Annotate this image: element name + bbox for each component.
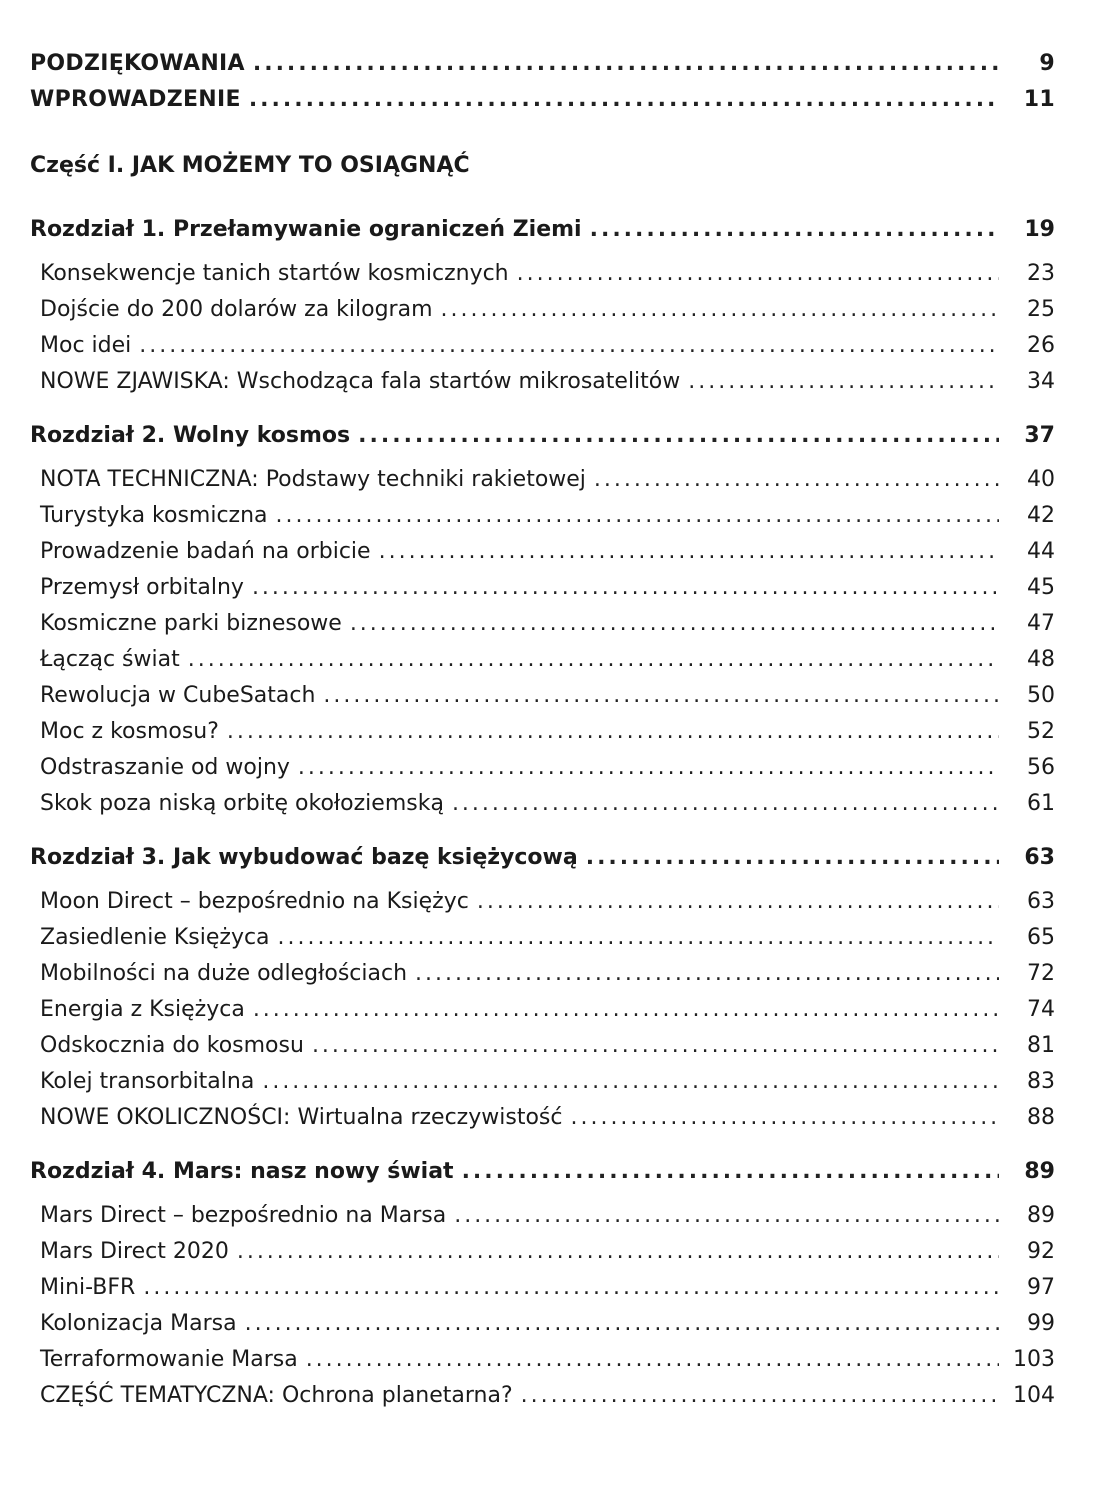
dot-leader [245,1306,999,1342]
toc-section[interactable] [30,1270,1055,1306]
section-title: Mobilności na duże odległościach [40,961,408,986]
toc-section[interactable] [30,714,1055,750]
section-title: Odskocznia do kosmosu [40,1033,304,1058]
section-title: Energia z Księżyca [40,997,245,1022]
toc-section[interactable] [30,992,1055,1028]
toc-page-number: 45 [1027,575,1055,600]
dot-leader [312,1028,999,1064]
toc-section[interactable] [30,884,1055,920]
toc-section[interactable] [30,786,1055,822]
toc-page-number: 65 [1027,925,1055,950]
dot-leader [306,1342,999,1378]
toc-page-number: 63 [1024,845,1055,870]
toc-section[interactable] [30,1028,1055,1064]
toc-page-number: 25 [1027,297,1055,322]
dot-leader [298,750,999,786]
dot-leader [415,956,999,992]
section-title: NOWE OKOLICZNOŚCI: Wirtualna rzeczywistość [40,1105,563,1130]
toc-page-number: 92 [1027,1239,1055,1264]
section-title: Skok poza niską orbitę okołoziemską [40,791,444,816]
toc-section[interactable] [30,1100,1055,1136]
toc-page-number: 19 [1024,217,1055,242]
toc-section[interactable] [30,1306,1055,1342]
toc-page-number: 26 [1027,333,1055,358]
toc-page-number: 52 [1027,719,1055,744]
toc-page-number: 50 [1027,683,1055,708]
section-title: Prowadzenie badań na orbicie [40,539,371,564]
toc-page-number: 23 [1027,261,1055,286]
toc-section[interactable] [30,570,1055,606]
toc-section[interactable] [30,462,1055,498]
dot-leader [441,292,999,328]
toc-section[interactable] [30,606,1055,642]
dot-leader [350,606,999,642]
dot-leader [262,1064,999,1100]
toc-page-number: 97 [1027,1275,1055,1300]
section-title: Przemysł orbitalny [40,575,244,600]
section-title: Rewolucja w CubeSatach [40,683,316,708]
toc-entry-title: WPROWADZENIE [30,87,241,112]
toc-section[interactable] [30,534,1055,570]
dot-leader [590,212,999,248]
section-title: Moc idei [40,333,132,358]
toc-section[interactable] [30,328,1055,364]
section-title: Kosmiczne parki biznesowe [40,611,342,636]
toc-page-number: 74 [1027,997,1055,1022]
toc-section[interactable] [30,642,1055,678]
toc-page-number: 103 [1013,1347,1055,1372]
toc-entry-introduction[interactable] [30,82,1055,118]
toc-chapter-2[interactable] [30,418,1055,454]
toc-section[interactable] [30,1198,1055,1234]
toc-section[interactable] [30,1378,1055,1414]
toc-chapter-1[interactable] [30,212,1055,248]
toc-section[interactable] [30,256,1055,292]
toc-page-number: 89 [1024,1159,1055,1184]
section-title: Dojście do 200 dolarów za kilogram [40,297,433,322]
dot-leader [278,920,999,956]
dot-leader [139,328,999,364]
section-title: Terraformowanie Marsa [40,1347,298,1372]
toc-page-number: 44 [1027,539,1055,564]
chapter-title: Rozdział 4. Mars: nasz nowy świat [30,1159,454,1184]
dot-leader [454,1198,999,1234]
section-title: Moon Direct – bezpośrednio na Księżyc [40,889,469,914]
toc-section[interactable] [30,1064,1055,1100]
toc-section[interactable] [30,920,1055,956]
chapter-title: Rozdział 3. Jak wybudować bazę księżycową [30,845,578,870]
toc-chapter-3[interactable] [30,840,1055,876]
dot-leader [253,992,999,1028]
section-title: Odstraszanie od wojny [40,755,290,780]
section-title: Łącząc świat [40,647,180,672]
toc-page-number: 83 [1027,1069,1055,1094]
toc-section[interactable] [30,292,1055,328]
dot-leader [188,642,999,678]
dot-leader [237,1234,999,1270]
toc-page-number: 89 [1027,1203,1055,1228]
section-title: CZĘŚĆ TEMATYCZNA: Ochrona planetarna? [40,1383,513,1408]
toc-page-number: 9 [1039,51,1055,76]
toc-page-number: 63 [1027,889,1055,914]
toc-page-number: 88 [1027,1105,1055,1130]
section-title: Zasiedlenie Księżyca [40,925,270,950]
part-title: Część I. JAK MOŻEMY TO OSIĄGNĄĆ [30,153,470,178]
dot-leader [276,498,999,534]
dot-leader [462,1154,999,1190]
dot-leader [521,1378,999,1414]
chapter-title: Rozdział 1. Przełamywanie ograniczeń Ziemi [30,217,582,242]
toc-entry-acknowledgements[interactable] [30,46,1055,82]
toc-page-number: 48 [1027,647,1055,672]
section-title: Mars Direct – bezpośrednio na Marsa [40,1203,447,1228]
section-title: Mars Direct 2020 [40,1239,229,1264]
toc-page-number: 42 [1027,503,1055,528]
toc-section[interactable] [30,678,1055,714]
dot-leader [143,1270,999,1306]
dot-leader [570,1100,999,1136]
section-title: Moc z kosmosu? [40,719,219,744]
section-title: Kolej transorbitalna [40,1069,255,1094]
dot-leader [253,46,999,82]
toc-page-number: 104 [1013,1383,1055,1408]
section-title: NOWE ZJAWISKA: Wschodząca fala startów mikrosatelitów [40,369,681,394]
dot-leader [594,462,999,498]
toc-section[interactable] [30,956,1055,992]
toc-section[interactable] [30,364,1055,400]
toc-page-number: 72 [1027,961,1055,986]
toc-page-number: 11 [1023,87,1055,112]
toc-page-number: 47 [1027,611,1055,636]
toc-page-number: 61 [1027,791,1055,816]
section-title: Kolonizacja Marsa [40,1311,237,1336]
toc-page-number: 37 [1024,423,1055,448]
table-of-contents [30,46,1055,1414]
toc-section[interactable] [30,498,1055,534]
dot-leader [586,840,999,876]
toc-section[interactable] [30,1342,1055,1378]
toc-page-number: 99 [1027,1311,1055,1336]
dot-leader [227,714,999,750]
section-title: NOTA TECHNICZNA: Podstawy techniki rakietowej [40,467,586,492]
section-title: Mini-BFR [40,1275,136,1300]
toc-page-number: 56 [1027,755,1055,780]
toc-chapter-4[interactable] [30,1154,1055,1190]
toc-section[interactable] [30,750,1055,786]
part-heading [30,146,1055,186]
dot-leader [252,570,999,606]
dot-leader [688,364,999,400]
dot-leader [477,884,999,920]
section-title: Turystyka kosmiczna [40,503,268,528]
dot-leader [358,418,999,454]
toc-page-number: 81 [1027,1033,1055,1058]
dot-leader [323,678,999,714]
dot-leader [517,256,999,292]
toc-page-number: 34 [1027,369,1055,394]
dot-leader [249,82,999,118]
chapter-title: Rozdział 2. Wolny kosmos [30,423,351,448]
toc-entry-title: PODZIĘKOWANIA [30,51,245,76]
dot-leader [379,534,999,570]
toc-page-number: 40 [1027,467,1055,492]
dot-leader [452,786,999,822]
section-title: Konsekwencje tanich startów kosmicznych [40,261,509,286]
toc-section[interactable] [30,1234,1055,1270]
